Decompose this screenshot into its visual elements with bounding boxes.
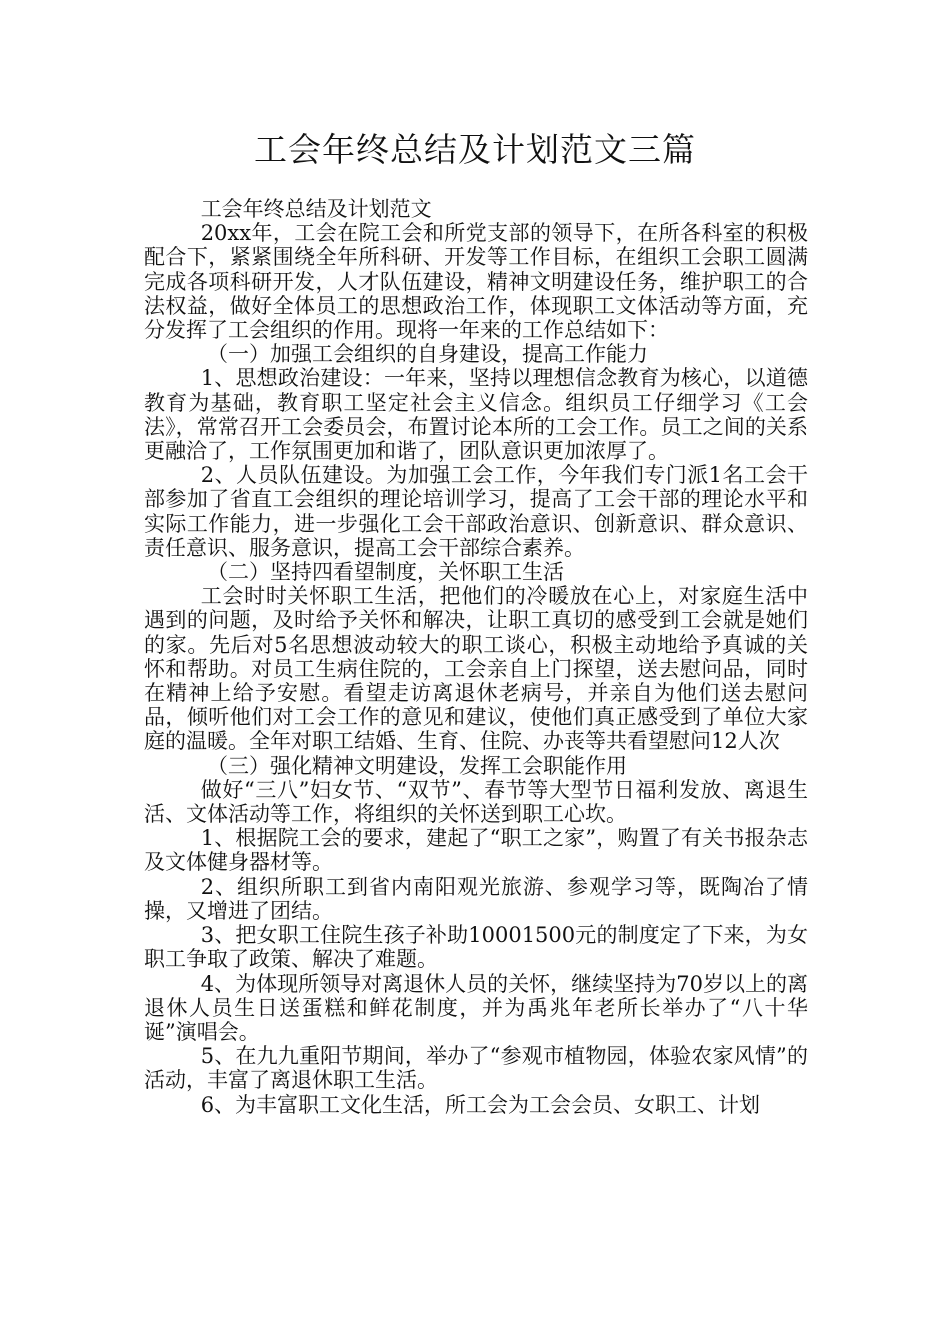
document-title: 工会年终总结及计划范文三篇 [254, 130, 696, 169]
body-paragraph: 1、根据院工会的要求，建起了“职工之家”，购置了有关书报杂志及文体健身器材等。 [144, 826, 808, 875]
subsection-heading: （一）加强工会组织的自身建设，提高工作能力 [207, 342, 648, 367]
body-paragraph: 5、在九九重阳节期间，举办了“参观市植物园，体验农家风情”的活动，丰富了离退休职工生活。 [144, 1044, 808, 1093]
subsection-heading: （三）强化精神文明建设，发挥工会职能作用 [207, 753, 627, 778]
body-paragraph: 2、人员队伍建设。为加强工会工作，今年我们专门派1名工会干部参加了省直工会组织的理论培训学习，提高了工会干部的理论水平和实际工作能力，进一步强化工会干部政治意识、创新意识、群众意识、责任意识、服务意识，提高工会干部综合素养。 [144, 463, 808, 560]
section-heading: 工会年终总结及计划范文 [200, 197, 432, 221]
body-paragraph: 20xx年，工会在院工会和所党支部的领导下，在所各科室的积极配合下，紧紧围绕全年所科研、开发等工作目标，在组织工会职工圆满完成各项科研开发，人才队伍建设，精神文明建设任务，维护职工的合法权益，做好全体员工的思想政治工作，体现职工文体活动等方面，充分发挥了工会组织的作用。现将一年来的工作总结如下： [144, 221, 808, 343]
body-paragraph: 1、思想政治建设：一年来，坚持以理想信念教育为核心，以道德教育为基础，教育职工坚定社会主义信念。组织员工仔细学习《工会法》，常常召开工会委员会，布置讨论本所的工会工作。员工之间的关系更融洽了，工作氛围更加和谐了，团队意识更加浓厚了。 [144, 366, 808, 464]
document-body [144, 197, 808, 1117]
body-paragraph: 4、为体现所领导对离退休人员的关怀，继续坚持为70岁以上的离退休人员生日送蛋糕和鲜花制度，并为禹兆年老所长举办了“八十华诞”演唱会。 [144, 971, 808, 1044]
body-paragraph: 2、组织所职工到省内南阳观光旅游、参观学习等，既陶冶了情操，又增进了团结。 [144, 874, 808, 923]
body-paragraph: 做好“三八”妇女节、“双节”、春节等大型节日福利发放、离退生活、文体活动等工作，将组织的关怀送到职工心坎。 [144, 777, 808, 827]
body-paragraph: 3、把女职工住院生孩子补助10001500元的制度定了下来，为女职工争取了政策、解决了难题。 [144, 923, 808, 972]
body-paragraph: 工会时时关怀职工生活，把他们的冷暖放在心上，对家庭生活中遇到的问题，及时给予关怀和解决，让职工真切的感受到工会就是她们的家。先后对5名思想波动较大的职工谈心，积极主动地给予真诚的关怀和帮助。对员工生病住院的，工会亲自上门探望，送去慰问品，同时在精神上给予安慰。看望走访离退休老病号，并亲自为他们送去慰问品，倾听他们对工会工作的意见和建议，使他们真正感受到了单位大家庭的温暖。全年对职工结婚、生育、住院、办丧等共看望慰问12人次 [144, 584, 808, 754]
body-paragraph: 6、为丰富职工文化生活，所工会为工会会员、女职工、计划 [200, 1092, 761, 1117]
subsection-heading: （二）坚持四看望制度，关怀职工生活 [207, 560, 564, 585]
